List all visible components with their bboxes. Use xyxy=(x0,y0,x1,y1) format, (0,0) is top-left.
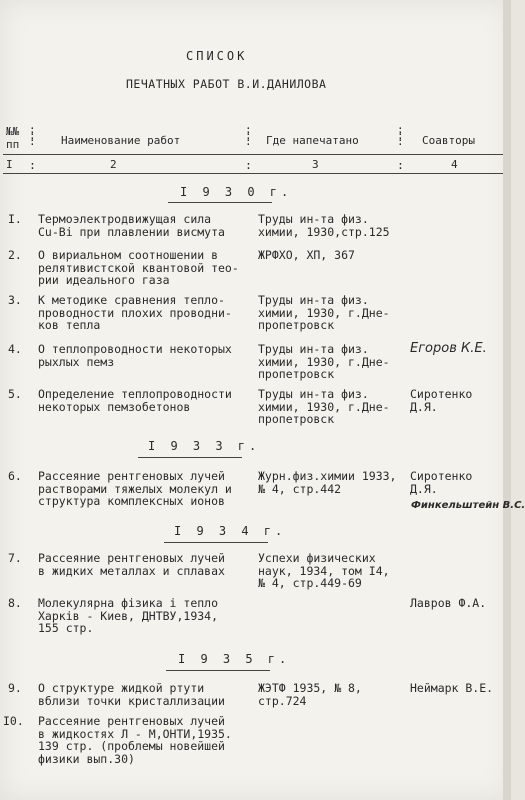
publication-line: Труды ин-та физ. xyxy=(258,212,369,226)
row-number: 4. xyxy=(8,342,22,356)
header-num-a: №№ xyxy=(6,125,20,138)
work-title-line: релятивистской квантовой тео- xyxy=(38,260,239,275)
work-title-line: Определение теплопроводности xyxy=(38,387,232,401)
work-title-line: вблизи точки кристаллизации xyxy=(38,693,225,708)
row-number: I. xyxy=(8,212,22,226)
work-title-line: О вириальном соотношении в xyxy=(38,248,219,262)
row-number: 7. xyxy=(8,551,22,565)
year-heading: I 9 3 0 г. xyxy=(180,185,293,199)
row-number: 3. xyxy=(8,293,22,307)
work-title-line: Термоэлектродвижущая сила xyxy=(38,212,212,226)
publication-line: ЖРФХО, ХП, 367 xyxy=(258,248,355,262)
publication-line: химии, 1930, г.Дне- xyxy=(258,354,390,369)
work-title-line: О теплопроводности некоторых xyxy=(38,342,232,356)
work-title-line: Cu-Bi при плавлении висмута xyxy=(38,224,225,239)
year-heading: I 9 3 5 г. xyxy=(178,652,291,666)
colon-sep: : : : xyxy=(397,123,404,148)
publication-line: Успехи физических xyxy=(258,551,376,565)
colon-sep: : xyxy=(245,158,252,172)
coauthor-line: Д.Я. xyxy=(410,481,438,496)
row-number: 6. xyxy=(8,469,22,483)
row-number: 9. xyxy=(8,681,22,695)
coauthor-line: Лавров Ф.А. xyxy=(410,596,487,610)
handwritten-coauthor: Егоров К.Е. xyxy=(410,341,487,356)
row-number: 5. xyxy=(8,387,22,401)
handwritten-coauthor: Финкельштейн В.С. xyxy=(411,500,525,511)
work-title-line: Молекулярна фізика і тепло xyxy=(38,596,219,610)
work-title-line: в жидких металлах и сплавах xyxy=(38,563,225,578)
row-number: 2. xyxy=(8,248,22,262)
coauthor-line: Сиротенко xyxy=(410,387,473,401)
header-rule xyxy=(3,173,503,174)
publication-line: пропетровск xyxy=(258,367,335,381)
publication-line: пропетровск xyxy=(258,412,335,426)
publication-line: наук, 1934, том I4, xyxy=(258,563,390,578)
header-where: Где напечатано xyxy=(266,134,359,147)
doc-subtitle: ПЕЧАТНЫХ РАБОТ В.И.ДАНИЛОВА xyxy=(126,77,327,91)
publication-line: Труды ин-та физ. xyxy=(258,342,369,356)
publication-line: ЖЭТФ 1935, № 8, xyxy=(258,681,362,695)
work-title-line: рии идеального газа xyxy=(38,273,170,287)
publication-line: Труды ин-та физ. xyxy=(258,387,369,401)
header-col-number: 3 xyxy=(312,158,319,171)
year-underline xyxy=(164,542,268,543)
work-title-line: в жидкостях Л - М,ОНТИ,1935. xyxy=(38,726,232,741)
header-col-number: I xyxy=(6,158,13,171)
publication-line: химии, 1930,стр.125 xyxy=(258,224,390,239)
publication-line: Труды ин-та физ. xyxy=(258,293,369,307)
page-edge xyxy=(503,0,511,800)
coauthor-line: Неймарк В.Е. xyxy=(410,681,494,695)
work-title-line: проводности плохих проводни- xyxy=(38,305,232,320)
work-title-line: структура комплексных ионов xyxy=(38,494,225,508)
colon-sep: : xyxy=(397,158,404,172)
work-title-line: Харків - Киев, ДНТВУ,1934, xyxy=(38,608,219,623)
work-title-line: 155 стр. xyxy=(38,621,94,635)
coauthor-line: Д.Я. xyxy=(410,399,438,414)
publication-line: стр.724 xyxy=(258,693,307,708)
header-col-number: 2 xyxy=(110,158,117,171)
work-title-line: ков тепла xyxy=(38,318,101,332)
row-number: I0. xyxy=(3,714,24,728)
publication-line: Журн.физ.химии 1933, xyxy=(258,469,397,483)
year-heading: I 9 3 4 г. xyxy=(174,524,287,538)
year-underline xyxy=(168,202,272,203)
publication-line: пропетровск xyxy=(258,318,335,332)
work-title-line: физики вып.30) xyxy=(38,751,135,766)
work-title-line: Рассеяние рентгеновых лучей xyxy=(38,469,225,483)
header-title: Наименование работ xyxy=(61,134,181,147)
header-coauthors: Соавторы xyxy=(422,134,475,147)
publication-line: № 4, стр.442 xyxy=(258,481,342,496)
header-rule xyxy=(3,154,503,155)
work-title-line: рыхлых пемз xyxy=(38,354,115,369)
year-heading: I 9 3 3 г. xyxy=(148,439,261,453)
publication-line: химии, 1930, г.Дне- xyxy=(258,305,390,320)
work-title-line: растворами тяжелых молекул и xyxy=(38,481,232,496)
colon-sep: : xyxy=(29,158,36,172)
work-title-line: Рассеяние рентгеновых лучей xyxy=(38,551,225,565)
publication-line: № 4, стр.449-69 xyxy=(258,576,362,590)
colon-sep: : : : xyxy=(245,123,252,148)
publication-line: химии, 1930, г.Дне- xyxy=(258,399,390,414)
work-title-line: О структуре жидкой ртути xyxy=(38,681,205,695)
work-title-line: некоторых пемзобетонов xyxy=(38,399,191,414)
work-title-line: Рассеяние рентгеновых лучей xyxy=(38,714,225,728)
doc-title: СПИСОК xyxy=(186,49,248,63)
row-number: 8. xyxy=(8,596,22,610)
header-col-number: 4 xyxy=(451,158,458,171)
colon-sep: : : : xyxy=(29,123,36,148)
work-title-line: 139 стр. (проблемы новейшей xyxy=(38,739,225,753)
year-underline xyxy=(138,457,242,458)
year-underline xyxy=(166,670,270,671)
header-num-b: пп xyxy=(6,138,20,151)
work-title-line: К методике сравнения тепло- xyxy=(38,293,225,307)
coauthor-line: Сиротенко xyxy=(410,469,473,483)
